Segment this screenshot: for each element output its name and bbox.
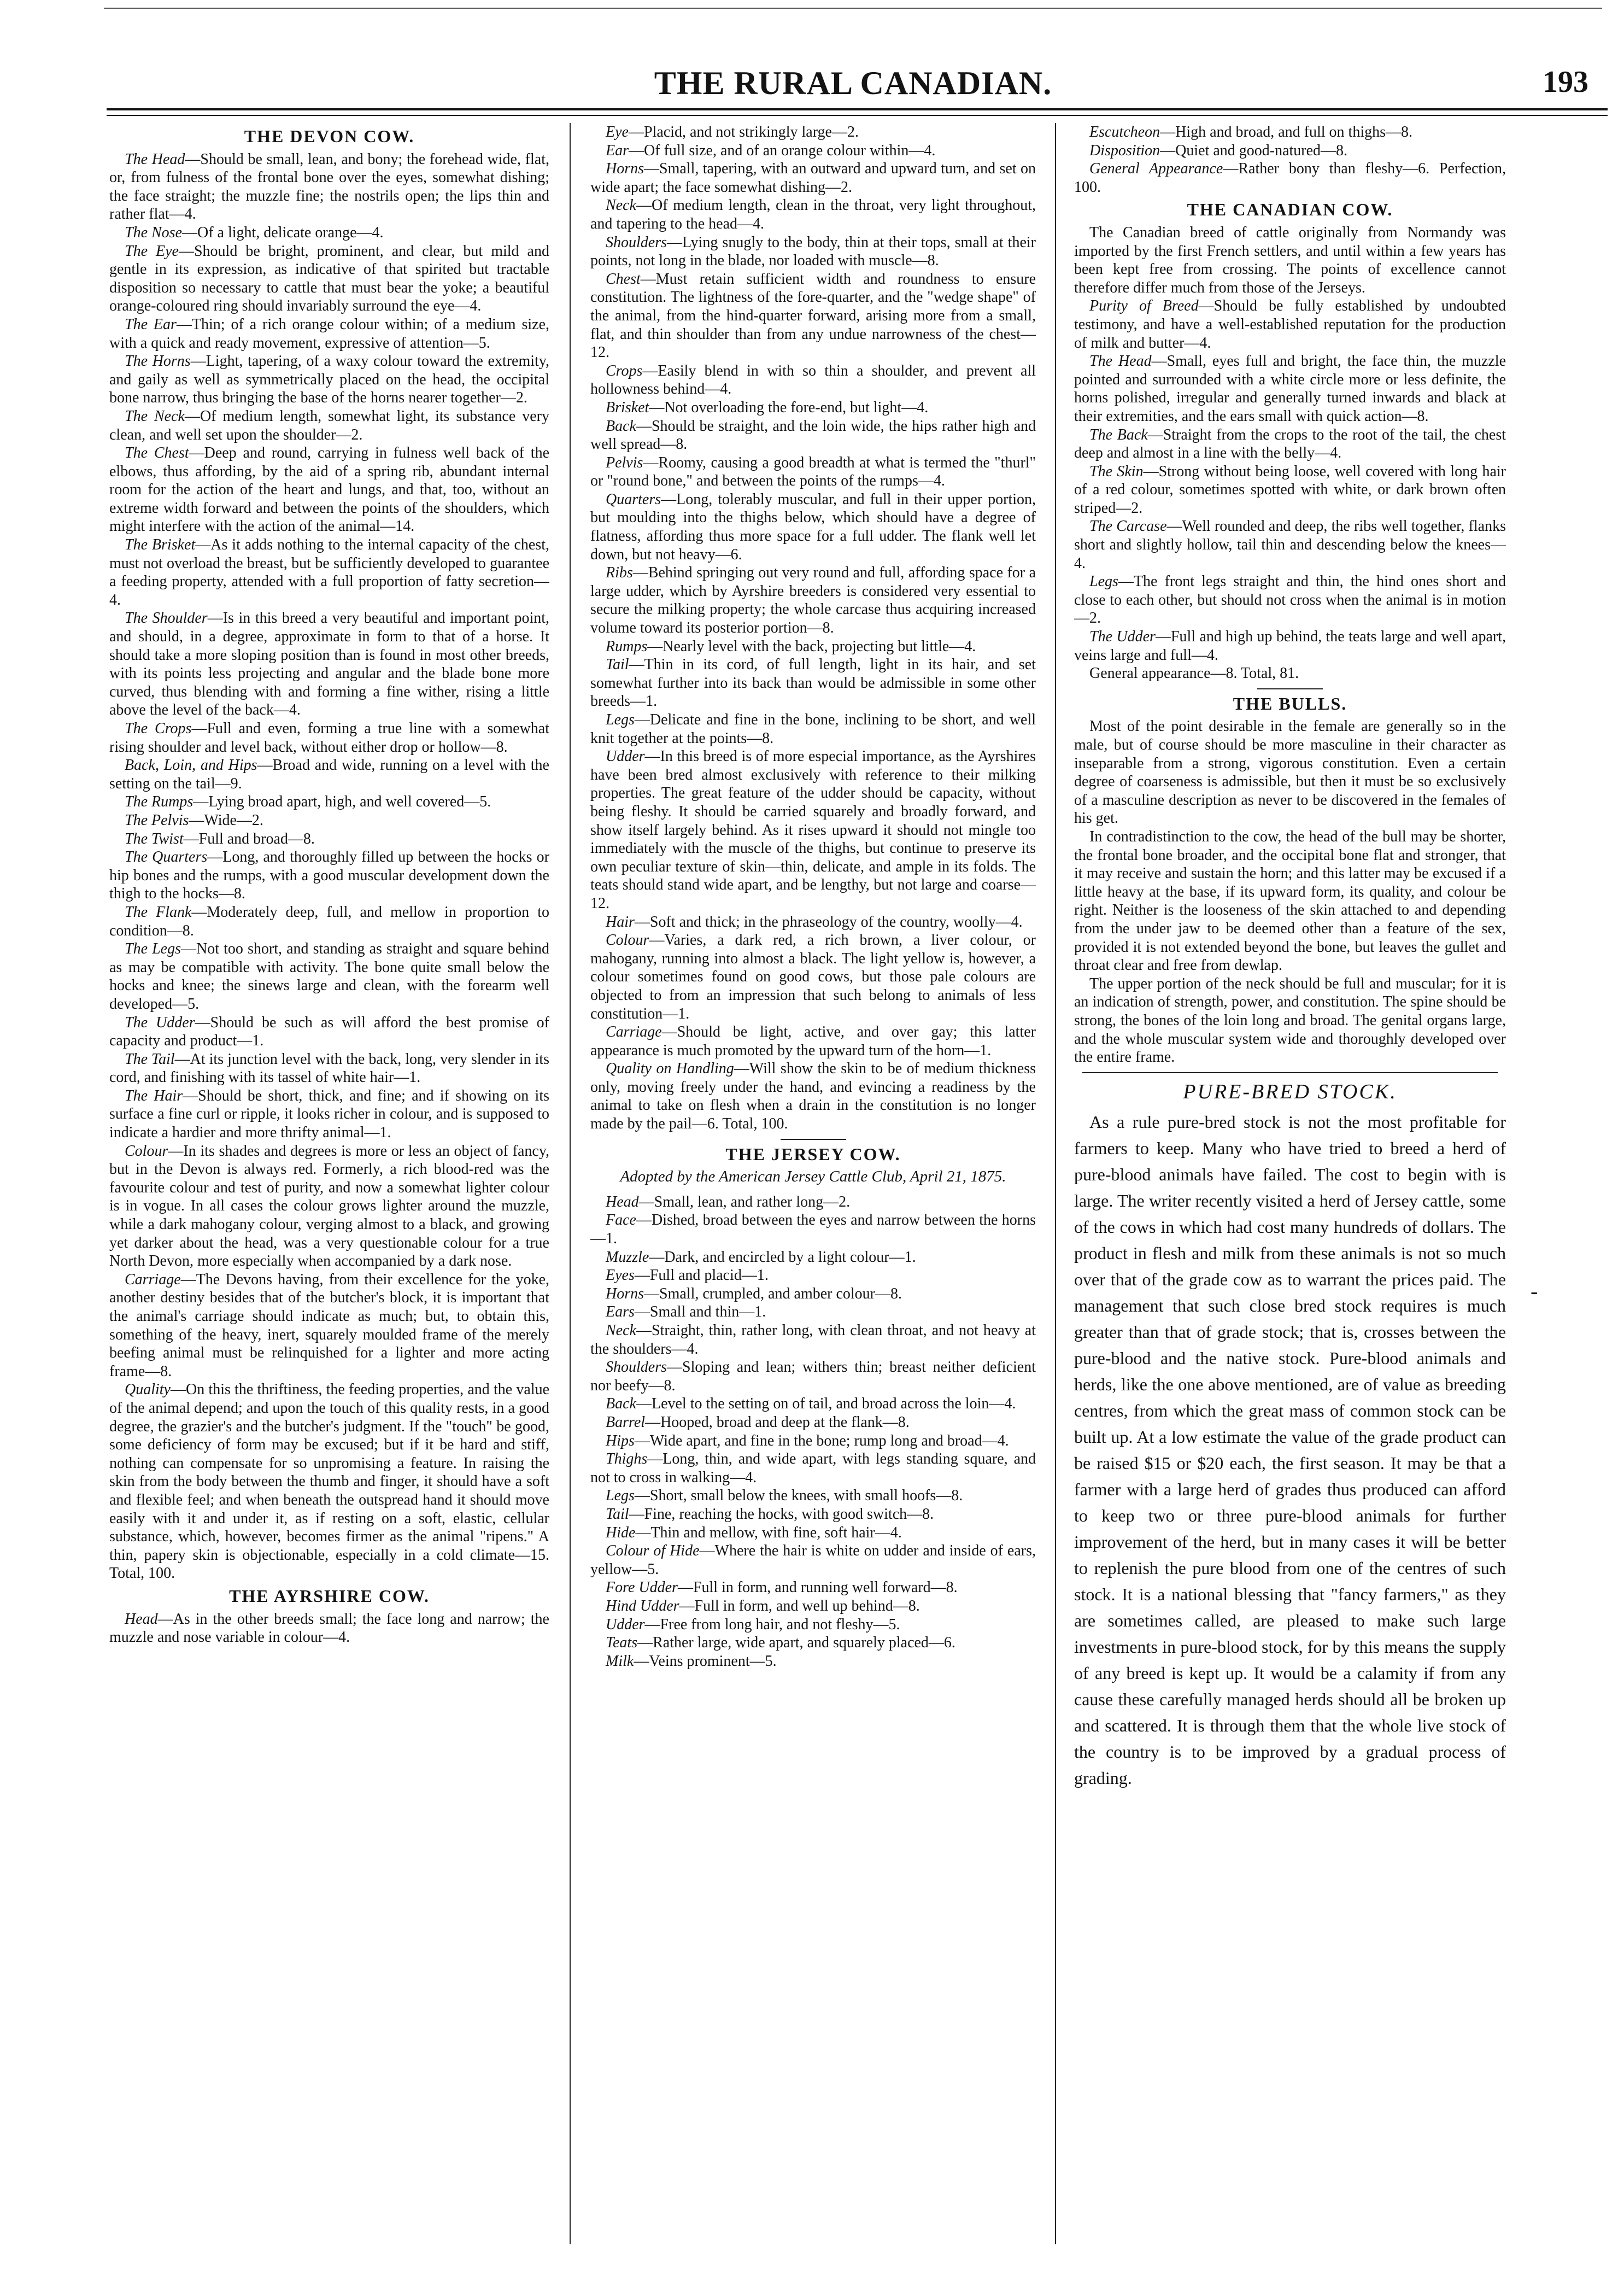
point-paragraph bbox=[590, 1450, 1036, 1487]
point-text: —Rather bony than fleshy—6. Perfection, 100. bbox=[1074, 160, 1506, 196]
point-text: —Varies, a dark red, a rich brown, a liver colour, or mahogany, running into almost a black. The light yellow is, however, a colour sometimes found on good cows, but those pale colours are objected to from an impression that such belong to animals of less constitution—1. bbox=[590, 932, 1036, 1022]
point-term: The Twist bbox=[125, 830, 184, 847]
article-paragraph: Most of the point desirable in the female are generally so in the male, but of course should be more masculine in their character as inseparable from a strong, vigorous constitution. Even a certain degree of coarseness is admissible, but then it must be so exclusively of a masculine description as never to be discovered in the females of his get. bbox=[1074, 718, 1506, 827]
point-paragraph bbox=[109, 1087, 549, 1142]
column-2 bbox=[590, 123, 1036, 2244]
point-term: The Quarters bbox=[125, 849, 208, 866]
section-divider bbox=[1082, 1072, 1498, 1073]
point-term: The Rumps bbox=[125, 793, 194, 811]
point-term: Colour bbox=[606, 932, 649, 949]
point-paragraph bbox=[590, 1616, 1036, 1634]
point-text: —Straight, thin, rather long, with clean throat, and not heavy at the shoulders—4. bbox=[590, 1322, 1036, 1358]
point-paragraph bbox=[590, 1634, 1036, 1652]
point-text: —Soft and thick; in the phraseology of the country, woolly—4. bbox=[634, 913, 1023, 931]
point-term: Neck bbox=[606, 1322, 636, 1339]
point-term: Barrel bbox=[606, 1413, 646, 1431]
masthead-rule-thick bbox=[107, 108, 1608, 110]
point-text: —Small, crumpled, and amber colour—8. bbox=[644, 1285, 902, 1302]
point-paragraph bbox=[590, 1432, 1036, 1450]
point-paragraph bbox=[590, 1597, 1036, 1616]
point-term: The Eye bbox=[125, 242, 179, 260]
point-text: —Thin; of a rich orange colour within; of a medium size, with a quick and ready movement, expressive of attention—5. bbox=[109, 315, 549, 352]
point-paragraph bbox=[109, 609, 549, 719]
point-text: —Behind springing out very round and full, affording space for a large udder, which by Ayrshire breeders is considered very essential to secure the milking property; the whole carcase thus acquiring increased volume toward its posterior portion—8. bbox=[590, 564, 1036, 637]
point-paragraph bbox=[590, 1266, 1036, 1285]
point-paragraph bbox=[1074, 160, 1506, 196]
point-term: The Tail bbox=[125, 1050, 175, 1068]
point-term: Back, Loin, and Hips bbox=[125, 757, 257, 774]
point-paragraph bbox=[109, 536, 549, 609]
point-term: Udder bbox=[606, 748, 645, 765]
point-paragraph bbox=[590, 362, 1036, 399]
point-term: The Legs bbox=[125, 940, 181, 958]
point-paragraph bbox=[1074, 123, 1506, 142]
point-paragraph bbox=[1074, 142, 1506, 160]
point-term: Crops bbox=[606, 362, 643, 379]
section-heading-bulls: THE BULLS. bbox=[1233, 693, 1347, 713]
point-text: —Where the hair is white on udder and inside of ears, yellow—5. bbox=[590, 1542, 1036, 1578]
point-text: —Veins prominent—5. bbox=[634, 1652, 777, 1670]
article-paragraph: As a rule pure-bred stock is not the most profitable for farmers to keep. Many who have tried to breed a herd of pure-blood animals have failed. The cost to begin with is large. The writer recently visited a herd of Jersey cattle, some of the cows in which had cost many hundreds of dollars. The product in flesh and milk from these animals is not so much over that of the grade cow as to warrant the prices paid. The management that such close bred stock requires is much greater than that of grade stock; that is, crosses between the pure-blood and the native stock. Pure-blood animals and herds, like the one above mentioned, are of value as breeding centres, from which the great mass of common stock can be built up. At a low estimate the value of the grade product can be raised $15 or $20 each, the first season. It may be that a farmer with a large herd of grades thus produced can afford to keep two or three pure-blood animals for further improvement of the herd, but in many cases it will be better to replenish the pure blood from one of the centres of such stock. It is a national blessing that "fancy farmers," as they are sometimes called, are pleased to make such large investments in pure-blood stock, for by this means the supply of any breed is kept up. It would be a calamity if from any cause these carefully managed herds should all be broken up and scattered. It is through them that the whole live stock of the country is to be improved by a gradual process of grading. bbox=[1074, 1112, 1506, 1788]
point-paragraph bbox=[109, 1380, 549, 1583]
point-paragraph bbox=[590, 1303, 1036, 1321]
section-heading-canadian: THE CANADIAN COW. bbox=[1187, 200, 1393, 220]
jersey-points bbox=[590, 1193, 1036, 1670]
point-term: The Neck bbox=[125, 407, 185, 425]
point-paragraph bbox=[109, 1014, 549, 1050]
point-text: —Level to the setting on of tail, and broad across the loin—4. bbox=[636, 1395, 1016, 1413]
point-text: —Should be small, lean, and bony; the forehead wide, flat, or, from fulness of the frontal bone over the eyes, somewhat dishing; the face straight; the muzzle fine; the nostrils open; the lips thin and rather flat—4. bbox=[109, 150, 549, 223]
point-term: Head bbox=[125, 1610, 158, 1628]
section-heading-devon: THE DEVON COW. bbox=[244, 126, 415, 146]
point-term: The Horns bbox=[125, 353, 191, 370]
point-term: The Back bbox=[1089, 426, 1148, 443]
section-subheading-jersey: Adopted by the American Jersey Cattle Club, April 21, 1875. bbox=[620, 1168, 1006, 1186]
point-paragraph bbox=[109, 811, 549, 830]
bulls-paragraphs bbox=[1074, 717, 1506, 1066]
point-text: —As in the other breeds small; the face long and narrow; the muzzle and nose variable in colour—4. bbox=[109, 1610, 549, 1646]
point-paragraph bbox=[590, 1413, 1036, 1432]
point-text: —Small, lean, and rather long—2. bbox=[638, 1193, 851, 1210]
point-text: —Of full size, and of an orange colour within—4. bbox=[629, 142, 936, 159]
point-term: Tail bbox=[606, 656, 629, 674]
section-divider bbox=[781, 1139, 846, 1140]
point-term: Colour of Hide bbox=[606, 1542, 700, 1560]
point-text: —Easily blend in with so thin a shoulder, and prevent all hollowness behind—4. bbox=[590, 362, 1036, 398]
point-text: —Hooped, broad and deep at the flank—8. bbox=[645, 1413, 910, 1431]
point-paragraph bbox=[590, 1652, 1036, 1671]
point-paragraph bbox=[109, 830, 549, 849]
point-text: —Small, tapering, with an outward and upward turn, and set on wide apart; the face somewhat dishing—2. bbox=[590, 160, 1036, 196]
point-text: —Dark, and encircled by a light colour—1. bbox=[649, 1248, 916, 1266]
masthead-rule-thin bbox=[107, 115, 1608, 116]
point-paragraph bbox=[590, 417, 1036, 454]
point-term: The Nose bbox=[125, 224, 182, 241]
point-paragraph bbox=[590, 656, 1036, 711]
point-text: —Well rounded and deep, the ribs well together, flanks short and slightly hollow, tail thin and descending below the knees—4. bbox=[1074, 518, 1506, 572]
point-paragraph bbox=[590, 1211, 1036, 1248]
ayrshire-points bbox=[590, 123, 1036, 1133]
point-term: The Head bbox=[125, 150, 185, 168]
point-text: —Full and placid—1. bbox=[634, 1267, 769, 1284]
point-term: The Chest bbox=[125, 444, 189, 462]
point-paragraph bbox=[109, 150, 549, 224]
point-paragraph bbox=[1074, 426, 1506, 463]
point-text: —Of a light, delicate orange—4. bbox=[182, 224, 384, 241]
point-paragraph bbox=[590, 637, 1036, 656]
point-paragraph bbox=[590, 1023, 1036, 1060]
point-text: —Long, tolerably muscular, and full in their upper portion, but moulding into the thighs below, which should have a degree of flatness, affording thus more space for a full udder. The flank well let down, but not heavy—6. bbox=[590, 490, 1036, 563]
point-paragraph bbox=[109, 903, 549, 940]
point-text: —The front legs straight and thin, the hind ones short and close to each other, but should not cross when the animal is in motion—2. bbox=[1074, 573, 1506, 627]
point-paragraph bbox=[109, 1050, 549, 1087]
point-term: Ears bbox=[606, 1303, 635, 1321]
point-paragraph bbox=[590, 1321, 1036, 1358]
point-paragraph bbox=[590, 142, 1036, 160]
point-paragraph bbox=[109, 1142, 549, 1271]
point-paragraph bbox=[1074, 297, 1506, 352]
point-text: —Quiet and good-natured—8. bbox=[1160, 142, 1348, 159]
point-term: The Pelvis bbox=[125, 811, 189, 829]
point-text: —Thin and mellow, with fine, soft hair—4. bbox=[635, 1524, 902, 1541]
point-text: —Delicate and fine in the bone, inclining to be short, and well knit together at the points—8. bbox=[590, 711, 1036, 747]
point-term: Thighs bbox=[606, 1450, 648, 1468]
page-number: 193 bbox=[1543, 65, 1588, 99]
masthead bbox=[104, 65, 1602, 103]
point-text: —Rather large, wide apart, and squarely placed—6. bbox=[637, 1634, 955, 1652]
point-term: Shoulders bbox=[606, 1359, 667, 1376]
point-term: Back bbox=[606, 1395, 636, 1413]
point-paragraph bbox=[109, 756, 549, 793]
point-text: —Thin in its cord, of full length, light in its hair, and set somewhat further into its back than would be admissible in some other breeds—1. bbox=[590, 656, 1036, 710]
point-paragraph bbox=[109, 407, 549, 444]
point-paragraph bbox=[109, 242, 549, 315]
point-paragraph bbox=[590, 1248, 1036, 1267]
point-text: —Lying broad apart, high, and well covered—5. bbox=[193, 793, 491, 811]
devon-points bbox=[109, 150, 549, 1583]
point-paragraph bbox=[590, 160, 1036, 196]
point-text: —Should be fully established by undoubted testimony, and have a well-established reputation for the production of milk and butter—4. bbox=[1074, 297, 1506, 352]
point-paragraph bbox=[109, 224, 549, 242]
point-term: Horns bbox=[606, 160, 644, 178]
margin-mark: - bbox=[1531, 1279, 1538, 1303]
point-text: —Fine, reaching the hocks, with good switch—8. bbox=[629, 1505, 934, 1523]
point-term: The Head bbox=[1089, 353, 1152, 370]
point-term: Quality bbox=[125, 1381, 171, 1399]
point-term: The Crops bbox=[125, 720, 192, 737]
point-term: Hair bbox=[606, 913, 635, 931]
point-term: Ribs bbox=[606, 564, 633, 582]
jersey-points-continued bbox=[1074, 123, 1506, 196]
point-paragraph bbox=[109, 940, 549, 1013]
point-term: The Shoulder bbox=[125, 610, 208, 627]
point-text: —Nearly level with the back, projecting but little—4. bbox=[647, 637, 976, 655]
point-text: —Should be straight, and the loin wide, the hips rather high and well spread—8. bbox=[590, 417, 1036, 453]
point-paragraph bbox=[1074, 463, 1506, 518]
point-paragraph bbox=[590, 1193, 1036, 1212]
point-text: —Full in form, and well up behind—8. bbox=[679, 1597, 920, 1614]
point-text: —Full in form, and running well forward—8. bbox=[677, 1579, 958, 1596]
point-term: Head bbox=[606, 1193, 639, 1210]
point-text: —Not too short, and standing as straight and square behind as may be compatible with activity. The bone quite small below the hocks and knee; the sinews large and clean, with the forearm well developed—5. bbox=[109, 940, 549, 1013]
point-paragraph bbox=[109, 848, 549, 903]
point-text: —Full and even, forming a true line with a somewhat rising shoulder and level back, without either drop or hollow—8. bbox=[109, 720, 549, 756]
article-paragraph bbox=[109, 1610, 549, 1647]
point-text: —Should be bright, prominent, and clear, but mild and gentle in its expression, as indicative of that spirited but tractable disposition so necessary to cattle that must bear the yoke; a beautiful orange-coloured ring should invariably surround the eye—4. bbox=[109, 242, 549, 315]
point-term: The Brisket bbox=[125, 536, 196, 554]
point-paragraph bbox=[590, 490, 1036, 564]
canadian-points bbox=[1074, 297, 1506, 664]
point-paragraph bbox=[590, 399, 1036, 417]
point-term: Teats bbox=[606, 1634, 638, 1652]
column-divider-2 bbox=[1055, 123, 1056, 2244]
point-term: The Hair bbox=[125, 1087, 183, 1104]
point-term: Brisket bbox=[606, 399, 649, 416]
point-paragraph bbox=[590, 1358, 1036, 1395]
point-term: Disposition bbox=[1089, 142, 1160, 159]
top-edge-line bbox=[104, 8, 1602, 9]
point-paragraph bbox=[590, 1487, 1036, 1505]
point-paragraph bbox=[590, 1505, 1036, 1524]
point-term: Colour bbox=[125, 1142, 168, 1160]
point-paragraph bbox=[590, 1524, 1036, 1542]
point-paragraph bbox=[109, 315, 549, 352]
section-heading-purebred: PURE-BRED STOCK. bbox=[1183, 1080, 1397, 1103]
point-term: Pelvis bbox=[606, 454, 643, 471]
point-term: General Appearance bbox=[1089, 160, 1223, 178]
point-paragraph bbox=[109, 1271, 549, 1381]
point-paragraph bbox=[590, 913, 1036, 932]
point-text: —Strong without being loose, well covered with long hair of a red colour, sometimes spotted with white, or dark brown often striped—2. bbox=[1074, 463, 1506, 517]
point-paragraph bbox=[590, 1060, 1036, 1133]
point-term: Ear bbox=[606, 142, 629, 159]
point-text: —Should be light, active, and over gay; this latter appearance is much promoted by the upward turn of the horn—1. bbox=[590, 1023, 1036, 1059]
point-paragraph bbox=[590, 747, 1036, 912]
column-divider-1 bbox=[570, 123, 571, 2244]
point-term: Quality on Handling bbox=[606, 1060, 734, 1078]
point-paragraph bbox=[1074, 628, 1506, 664]
article-paragraph: The Canadian breed of cattle originally from Normandy was imported by the first French settlers, and until within a few years has been kept free from crossing. The points of excellence cannot therefore differ much from those of the Jerseys. bbox=[1074, 224, 1506, 296]
point-text: —Dished, broad between the eyes and narrow between the horns—1. bbox=[590, 1212, 1036, 1248]
point-text: —Long, thin, and wide apart, with legs standing square, and not to cross in walking—4. bbox=[590, 1450, 1036, 1486]
point-paragraph bbox=[590, 711, 1036, 747]
point-paragraph bbox=[109, 444, 549, 536]
point-text: —Moderately deep, full, and mellow in proportion to condition—8. bbox=[109, 903, 549, 939]
point-term: The Carcase bbox=[1089, 518, 1167, 535]
point-paragraph bbox=[590, 270, 1036, 362]
point-term: Eye bbox=[606, 124, 629, 141]
point-text: —Straight from the crops to the root of the tail, the chest deep and almost in a line with the belly—4. bbox=[1074, 426, 1506, 462]
point-term: Legs bbox=[606, 711, 635, 728]
point-text: —Wide—2. bbox=[189, 811, 263, 829]
point-paragraph bbox=[590, 1395, 1036, 1413]
section-heading-ayrshire: THE AYRSHIRE COW. bbox=[229, 1586, 430, 1606]
point-text: —Full and broad—8. bbox=[183, 830, 315, 847]
point-paragraph bbox=[590, 1542, 1036, 1578]
page-title: THE RURAL CANADIAN. bbox=[654, 65, 1052, 101]
point-paragraph bbox=[590, 123, 1036, 142]
point-term: Escutcheon bbox=[1089, 124, 1160, 141]
point-text: —Placid, and not strikingly large—2. bbox=[628, 124, 859, 141]
point-text: —Should be short, thick, and fine; and if showing on its surface a fine curl or ripple, it looks richer in colour, and is supposed to indicate a hardier and more thrifty animal—1. bbox=[109, 1087, 549, 1142]
point-paragraph bbox=[109, 793, 549, 811]
point-paragraph bbox=[590, 196, 1036, 233]
point-paragraph bbox=[590, 454, 1036, 490]
point-term: Eyes bbox=[606, 1267, 635, 1284]
section-divider bbox=[1257, 688, 1323, 689]
article-paragraph: General appearance—8. Total, 81. bbox=[1089, 665, 1299, 682]
point-term: Chest bbox=[606, 270, 641, 288]
point-paragraph bbox=[590, 1285, 1036, 1303]
column-1 bbox=[109, 123, 549, 2244]
point-term: The Udder bbox=[1089, 628, 1156, 646]
point-term: The Flank bbox=[125, 903, 192, 921]
point-term: Back bbox=[606, 417, 636, 435]
point-term: The Udder bbox=[125, 1014, 195, 1031]
point-text: —Should be such as will afford the best promise of capacity and product—1. bbox=[109, 1014, 549, 1050]
point-text: —Of medium length, clean in the throat, very light throughout, and tapering to the head—4. bbox=[590, 197, 1036, 232]
point-paragraph bbox=[1074, 352, 1506, 425]
point-text: —In its shades and degrees is more or less an object of fancy, but in the Devon is always red. Formerly, a rich blood-red was the favourite colour and test of purity, and now a somewhat lighter colour is in vogue. In all cases the colour grows lighter around the muzzle, while a dark mahogany colour, verging almost to a black, and growing yet darker about the head, was a very questionable colour for a true North Devon, more especially when accompanied by a dark nose. bbox=[109, 1142, 549, 1270]
point-term: Milk bbox=[606, 1652, 634, 1670]
point-text: —Short, small below the knees, with small hoofs—8. bbox=[634, 1487, 963, 1505]
section-heading-jersey: THE JERSEY COW. bbox=[725, 1144, 901, 1164]
point-text: —Of medium length, somewhat light, its substance very clean, and well set upon the shoulder—2. bbox=[109, 407, 549, 443]
point-term: Udder bbox=[606, 1616, 645, 1633]
column-3 bbox=[1074, 123, 1506, 2244]
point-term: Rumps bbox=[606, 637, 648, 655]
point-paragraph bbox=[590, 1578, 1036, 1597]
point-term: Muzzle bbox=[606, 1248, 649, 1266]
article-paragraph: In contradistinction to the cow, the head of the bull may be shorter, the frontal bone broader, and the occipital bone flat and stronger, that it may receive and sustain the horn; and this latter may be excused if a little heavy at the base, if its upward form, its quality, and colour be right. Neither is the looseness of the skin attached to and depending from the under jaw to be deemed other than a feature of the sex, provided it is not extended beyond the bone, but leaves the gullet and throat clear and free from dewlap. bbox=[1074, 828, 1506, 974]
point-term: Tail bbox=[606, 1505, 629, 1523]
point-term: Fore Udder bbox=[606, 1579, 678, 1596]
point-text: —Will show the skin to be of medium thickness only, moving freely under the hand, and evincing a readiness by the animal to take on flesh when a drain in the constitution is no longer made by the pail—6. Total, 100. bbox=[590, 1060, 1036, 1133]
point-paragraph bbox=[590, 233, 1036, 270]
point-text: —At its junction level with the back, long, very slender in its cord, and finishing with its tassel of white hair—1. bbox=[109, 1050, 549, 1086]
point-text: —On this the thriftiness, the feeding properties, and the value of the animal depend; and upon the touch of this quality rests, in a good degree, the grazier's and the butcher's judgment. If the "touch" be good, some deficiency of form may be excused; but if it be hard and stiff, nothing can compensate for so unpromising a feature. In raising the skin from the body between the thumb and finger, it should have a soft and flexible feel; and when beneath the outspread hand it should move easily with it and under it, as if resting on a soft, elastic, cellular substance, which, however, becomes firmer as the animal "ripens." A thin, papery skin is objectionable, especially in a cold climate—15. Total, 100. bbox=[109, 1381, 549, 1582]
point-term: Hips bbox=[606, 1432, 635, 1449]
point-paragraph bbox=[1074, 572, 1506, 628]
point-text: —Not overloading the fore-end, but light—4. bbox=[649, 399, 929, 416]
point-term: Carriage bbox=[125, 1271, 181, 1288]
point-text: —In this breed is of more especial importance, as the Ayrshires have been bred almost exclusively with reference to their milking properties. The great feature of the udder should be capacity, without being fleshy. It should be carried squarely and broadly forward, and show itself largely behind. As it rises upward it should not mingle too immediately with the muscle of the thighs, but continue to preserve its own peculiar texture of skin—thin, delicate, and ample in its folds. The teats should stand wide apart, and be lengthy, but not large and coarse—12. bbox=[590, 748, 1036, 912]
point-term: The Skin bbox=[1089, 463, 1144, 480]
point-term: Legs bbox=[606, 1487, 635, 1505]
point-term: The Ear bbox=[125, 315, 177, 333]
point-paragraph bbox=[109, 352, 549, 407]
point-paragraph bbox=[1074, 517, 1506, 572]
point-text: —The Devons having, from their excellence for the yoke, another destiny besides that of the butcher's block, it is important that the animal's carriage should indicate as much; but, to obtain this, something of the heavy, inert, squarely moulded frame of the merely beefing animal must be relinquished for a lighter and more acting frame—8. bbox=[109, 1271, 549, 1380]
point-text: —Long, and thoroughly filled up between the hocks or hip bones and the rumps, with a good muscular development down the thigh to the hocks—8. bbox=[109, 849, 549, 903]
point-text: —Lying snugly to the body, thin at their tops, small at their points, not long in the blade, nor loaded with muscle—8. bbox=[590, 233, 1036, 270]
point-paragraph bbox=[590, 931, 1036, 1023]
point-term: Horns bbox=[606, 1285, 644, 1302]
point-term: Purity of Breed bbox=[1089, 297, 1199, 315]
purebred-article bbox=[1074, 1109, 1506, 1791]
point-text: —Is in this breed a very beautiful and important point, and should, in a degree, approximate in form to that of a horse. It should take a more sloping position than is found in most other breeds, with its points less projecting and angular and the blade bone more curved, thus blending with and forming a fine wither, rising a little above the level of the back—4. bbox=[109, 610, 549, 719]
point-term: Hide bbox=[606, 1524, 636, 1541]
point-term: Legs bbox=[1089, 573, 1118, 590]
point-text: —Sloping and lean; withers thin; breast neither deficient nor beefy—8. bbox=[590, 1359, 1036, 1394]
point-term: Face bbox=[606, 1212, 636, 1229]
point-text: —Full and high up behind, the teats large and well apart, veins large and full—4. bbox=[1074, 628, 1506, 664]
point-paragraph bbox=[590, 564, 1036, 637]
point-text: —Deep and round, carrying in fulness well back of the elbows, thus affording, by the aid of a spring rib, abundant internal room for the action of the heart and lungs, and that, too, without an extreme width forward and between the points of the shoulders, which might interfere with the action of the animal—14. bbox=[109, 444, 549, 535]
article-paragraph: The upper portion of the neck should be full and muscular; for it is an indication of strength, power, and constitution. The spine should be strong, the bones of the loin long and broad. The genital organs large, and the whole muscular system wide and thoroughly developed over the entire frame. bbox=[1074, 975, 1506, 1066]
point-text: —Must retain sufficient width and roundness to ensure constitution. The lightness of the fore-quarter, and the "wedge shape" of the animal, from the hind-quarter forward, arising more from a small, flat, and thin shoulder than from any undue narrowness of the chest—12. bbox=[590, 270, 1036, 361]
point-text: —Small, eyes full and bright, the face thin, the muzzle pointed and surrounded with a white circle more or less definite, the horns polished, irregular and generally turned inwards and black at their extremities, and the ears small with quick action—8. bbox=[1074, 353, 1506, 425]
point-term: Carriage bbox=[606, 1023, 662, 1041]
point-text: —Small and thin—1. bbox=[634, 1303, 766, 1321]
point-text: —Roomy, causing a good breadth at what is termed the "thurl" or "round bone," and between the points of the rumps—4. bbox=[590, 454, 1036, 490]
point-term: Neck bbox=[606, 197, 636, 214]
point-term: Quarters bbox=[606, 490, 661, 508]
point-term: Hind Udder bbox=[606, 1597, 679, 1614]
point-text: —As it adds nothing to the internal capacity of the chest, must not overload the breast, but be sufficiently developed to guarantee a feeding property, attended with a full proportion of fatty secretion—4. bbox=[109, 536, 549, 609]
point-text: —Free from long hair, and not fleshy—5. bbox=[644, 1616, 900, 1633]
point-text: —Wide apart, and fine in the bone; rump long and broad—4. bbox=[634, 1432, 1009, 1449]
point-text: —Light, tapering, of a waxy colour toward the extremity, and gaily as well as symmetrically placed on the head, the occipital bone narrow, thus bringing the base of the horns nearer together—2. bbox=[109, 353, 549, 407]
point-term: Shoulders bbox=[606, 233, 667, 251]
point-text: —High and broad, and full on thighs—8. bbox=[1160, 124, 1413, 141]
point-paragraph bbox=[109, 719, 549, 756]
point-text: —Broad and wide, running on a level with the setting on the tail—9. bbox=[109, 757, 549, 792]
